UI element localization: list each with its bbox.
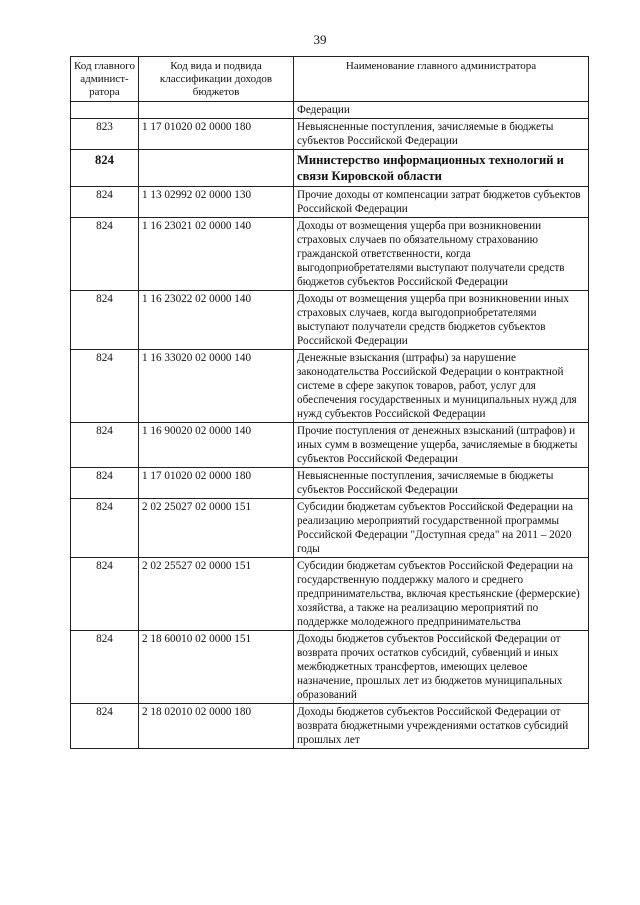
admin-code-cell: 824 [71, 423, 139, 468]
revenue-code-cell: 2 18 60010 02 0000 151 [139, 631, 294, 704]
page-number: 39 [313, 32, 327, 47]
header-revenue-code: Код вида и подвида классификации доходов бюджетов [139, 57, 294, 102]
table-row [71, 468, 589, 499]
table-row [71, 631, 589, 704]
revenue-code-cell: 1 16 90020 02 0000 140 [139, 423, 294, 468]
table-body [71, 102, 589, 749]
admin-code-cell: 823 [71, 119, 139, 150]
admin-name-cell: Субсидии бюджетам субъектов Российской Федерации на реализацию мероприятий государственной программы Российской Федерации "Доступная среда" на 2011 – 2020 годы [294, 499, 589, 558]
admin-code-cell: 824 [71, 187, 139, 218]
admin-name-cell: Доходы от возмещения ущерба при возникновении иных страховых случаев, когда выгодоприобретателями выступают получатели средств бюджетов субъектов Российской Федерации [294, 291, 589, 350]
admin-name-cell: Федерации [294, 102, 589, 119]
admin-name-cell: Невыясненные поступления, зачисляемые в бюджеты субъектов Российской Федерации [294, 468, 589, 499]
table-row [71, 499, 589, 558]
table-header-row [71, 57, 589, 102]
table-row [71, 704, 589, 749]
revenue-code-cell [139, 150, 294, 187]
revenue-code-cell: 2 02 25027 02 0000 151 [139, 499, 294, 558]
table-row [71, 119, 589, 150]
revenue-code-cell: 1 16 33020 02 0000 140 [139, 350, 294, 423]
admin-name-cell: Доходы бюджетов субъектов Российской Федерации от возврата бюджетными учреждениями остатков субсидий прошлых лет [294, 704, 589, 749]
admin-code-cell: 824 [71, 704, 139, 749]
admin-code-cell: 824 [71, 150, 139, 187]
table-row [71, 187, 589, 218]
header-admin-code: Код главного админист-ратора [71, 57, 139, 102]
admin-code-cell: 824 [71, 558, 139, 631]
header-admin-name: Наименование главного администратора [294, 57, 589, 102]
admin-code-cell: 824 [71, 218, 139, 291]
admin-code-cell: 824 [71, 631, 139, 704]
admin-code-cell: 824 [71, 499, 139, 558]
admin-name-cell: Доходы бюджетов субъектов Российской Федерации от возврата прочих остатков субсидий, субвенций и иных межбюджетных трансфертов, имеющих целевое назначение, прошлых лет из бюджетов муниципальных образований [294, 631, 589, 704]
table-row [71, 102, 589, 119]
admin-name-cell: Невыясненные поступления, зачисляемые в бюджеты субъектов Российской Федерации [294, 119, 589, 150]
table-row [71, 350, 589, 423]
revenue-code-cell: 1 17 01020 02 0000 180 [139, 119, 294, 150]
ministry-row [71, 150, 589, 187]
admin-code-cell: 824 [71, 291, 139, 350]
admin-code-cell: 824 [71, 468, 139, 499]
revenue-administrators-table [70, 56, 589, 749]
admin-name-cell: Доходы от возмещения ущерба при возникновении страховых случаев по обязательному страхованию гражданской ответственности, когда выгодоприобретателями выступают получатели средств бюджетов субъектов Российской Федерации [294, 218, 589, 291]
table-row [71, 291, 589, 350]
admin-code-cell [71, 102, 139, 119]
admin-code-cell: 824 [71, 350, 139, 423]
table-row [71, 558, 589, 631]
admin-name-cell: Субсидии бюджетам субъектов Российской Федерации на государственную поддержку малого и среднего предпринимательства, включая крестьянские (фермерские) хозяйства, а также на реализацию мероприятий по поддержке молодежного предпринимательства [294, 558, 589, 631]
revenue-code-cell: 2 02 25527 02 0000 151 [139, 558, 294, 631]
revenue-code-cell: 1 16 23022 02 0000 140 [139, 291, 294, 350]
admin-name-cell: Министерство информационных технологий и связи Кировской области [294, 150, 589, 187]
revenue-code-cell: 1 16 23021 02 0000 140 [139, 218, 294, 291]
admin-name-cell: Денежные взыскания (штрафы) за нарушение законодательства Российской Федерации о контрактной системе в сфере закупок товаров, работ, услуг для обеспечения государственных и муниципальных нужд для нужд субъектов Российской Федерации [294, 350, 589, 423]
revenue-code-cell: 1 13 02992 02 0000 130 [139, 187, 294, 218]
admin-name-cell: Прочие поступления от денежных взысканий (штрафов) и иных сумм в возмещение ущерба, зачисляемые в бюджеты субъектов Российской Федерации [294, 423, 589, 468]
table-row [71, 218, 589, 291]
table-row [71, 423, 589, 468]
revenue-code-cell: 1 17 01020 02 0000 180 [139, 468, 294, 499]
admin-name-cell: Прочие доходы от компенсации затрат бюджетов субъектов Российской Федерации [294, 187, 589, 218]
revenue-code-cell [139, 102, 294, 119]
revenue-code-cell: 2 18 02010 02 0000 180 [139, 704, 294, 749]
